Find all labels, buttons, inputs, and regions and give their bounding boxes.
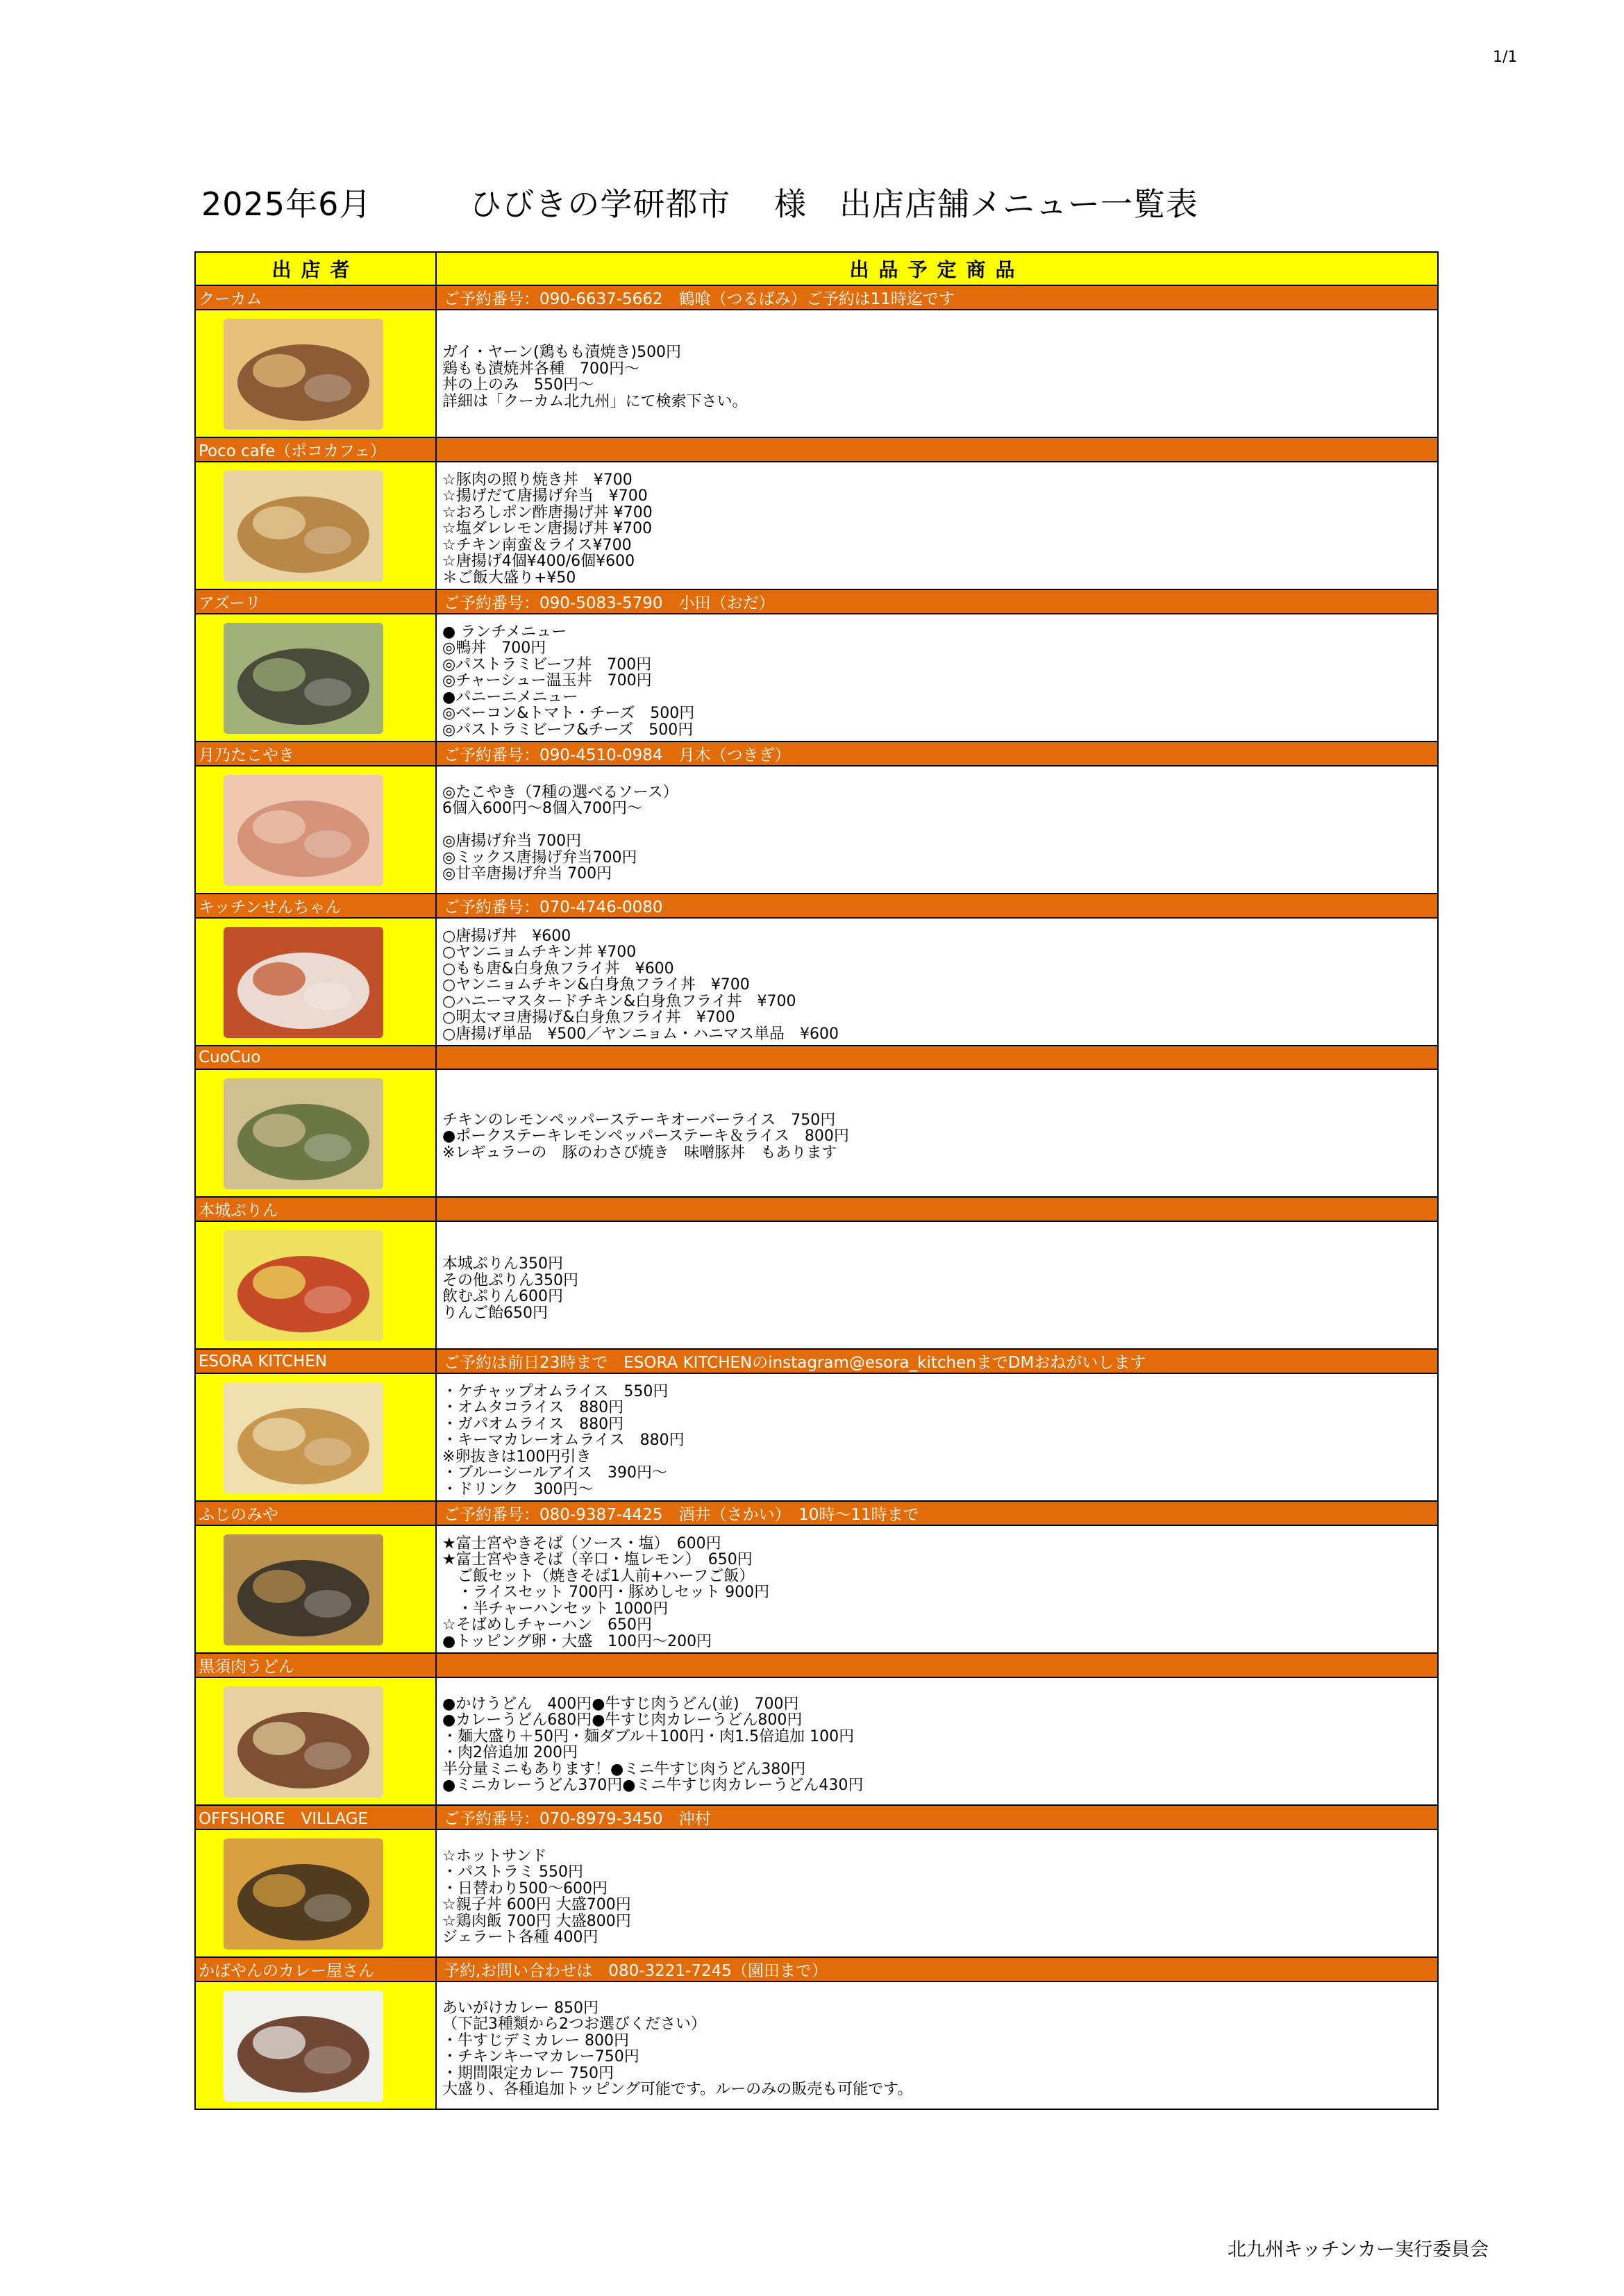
oyakodon-photo [224, 1838, 383, 1950]
takoyaki-photo [224, 775, 383, 886]
vendor-reservation [436, 1046, 1438, 1069]
vendor-photo-cell [195, 1221, 436, 1349]
vendor-menu-row [195, 462, 1438, 589]
pudding-poster-photo [224, 1230, 383, 1341]
lunch-menu-collage-photo [224, 623, 383, 734]
yakisoba-collage-photo [224, 1534, 383, 1645]
vendor-menu-row [195, 1221, 1438, 1349]
vendor-photo-cell [195, 918, 436, 1046]
grilled-chicken-photo [224, 319, 383, 430]
vendor-menu-items: ○唐揚げ丼 ¥600 ○ヤンニョムチキン丼 ¥700 ○もも唐&白身魚フライ丼 ¥600 ○ヤンニョムチキン&白身魚フライ丼 ¥700 ○ハニーマスタードチキン&白身魚フライ丼 ¥700 ○明太マヨ唐揚げ&白身魚フライ丼 ¥700 ○唐揚げ単品 ¥500／ヤンニョム・ハニマス単品 ¥600 [436, 918, 1438, 1046]
vendor-name: 黒須肉うどん [195, 1653, 436, 1677]
vendor-name: OFFSHORE VILLAGE [195, 1805, 436, 1829]
vendor-menu-items: 本城ぷりん350円 その他ぷりん350円 飲むぷりん600円 りんご飴650円 [436, 1221, 1438, 1349]
vendor-reservation: ご予約番号：090-5083-5790 小田（おだ） [436, 589, 1438, 614]
vendor-menu-items: ◎たこやき（7種の選べるソース） 6個入600円～8個入700円～ ◎唐揚げ弁当 700円 ◎ミックス唐揚げ弁当700円 ◎甘辛唐揚げ弁当 700円 [436, 766, 1438, 894]
vendor-reservation: 予約,お問い合わせは 080-3221-7245（園田まで） [436, 1957, 1438, 1981]
page-title: 2025年6月 ひびきの学研都市 様 出店店舗メニュー一覧表 [201, 185, 1198, 223]
vendor-menu-items: ・ケチャップオムライス 550円 ・オムタコライス 880円 ・ガパオムライス 880円 ・キーマカレーオムライス 880円 ※卵抜きは100円引き ・ブルーシールアイス 390円～ ・ドリンク 300円～ [436, 1373, 1438, 1501]
vendor-menu-row [195, 310, 1438, 437]
vendor-photo-cell [195, 310, 436, 437]
vendor-photo-cell [195, 1069, 436, 1197]
vendor-menu-items: ガイ・ヤーン(鶏もも漬焼き)500円 鶏もも漬焼丼各種 700円～ 丼の上のみ 550円～ 詳細は「クーカム北九州」にて検索下さい。 [436, 310, 1438, 437]
vendor-menu-table [194, 251, 1439, 2110]
vendor-photo-cell [195, 766, 436, 894]
omurice-photo [224, 1382, 383, 1493]
vendor-name: Poco cafe（ポコカフェ） [195, 437, 436, 462]
vendor-menu-items: ☆ホットサンド ・パストラミ 550円 ・日替わり500～600円 ☆親子丼 600円 大盛700円 ☆鶏肉飯 700円 大盛800円 ジェラート各種 400円 [436, 1829, 1438, 1957]
vendor-photo-cell [195, 614, 436, 741]
vendor-menu-row [195, 1373, 1438, 1501]
vendor-photo-cell [195, 1829, 436, 1957]
vendor-photo-cell [195, 1373, 436, 1501]
vendor-name: かばやんのカレー屋さん [195, 1957, 436, 1981]
vendor-name-row [195, 1501, 1438, 1525]
vendor-reservation: ご予約番号：080-9387-4425 酒井（さかい） 10時～11時まで [436, 1501, 1438, 1525]
vendor-menu-row [195, 1677, 1438, 1805]
vendor-photo-cell [195, 462, 436, 589]
page-number: 1/1 [1493, 49, 1518, 66]
vendor-name: ふじのみや [195, 1501, 436, 1525]
vendor-name: キッチンせんちゃん [195, 894, 436, 918]
table-header-row [195, 252, 1438, 285]
bento-box-photo [224, 927, 383, 1038]
vendor-reservation: ご予約番号：090-4510-0984 月木（つきぎ） [436, 741, 1438, 766]
vendor-menu-items: チキンのレモンペッパーステーキオーバーライス 750円 ●ポークステーキレモンペッパーステーキ＆ライス 800円 ※レギュラーの 豚のわさび焼き 味噌豚丼 もあります [436, 1069, 1438, 1197]
vendor-name-row [195, 894, 1438, 918]
vendor-menu-row [195, 1829, 1438, 1957]
vendor-reservation: ご予約は前日23時まで ESORA KITCHENのinstagram@esora_kitchenまでDMおねがいします [436, 1349, 1438, 1373]
header-items: 出品予定商品 [436, 252, 1438, 285]
vendor-reservation [436, 1653, 1438, 1677]
vendor-name-row [195, 1957, 1438, 1981]
vendor-name-row [195, 741, 1438, 766]
vendor-menu-row [195, 1981, 1438, 2109]
niku-udon-photo [224, 1686, 383, 1798]
vendor-reservation [436, 1197, 1438, 1221]
vendor-name: クーカム [195, 285, 436, 310]
vendor-menu-row [195, 766, 1438, 894]
vendor-menu-row [195, 918, 1438, 1046]
vendor-menu-items: ★富士宮やきそば（ソース・塩） 600円 ★富士宮やきそば（辛口・塩レモン） 650円 ご飯セット（焼きそば1人前+ハーフご飯） ・ライスセット 700円・豚めしセット 900円 ・半チャーハンセット 1000円 ☆そばめしチャーハン 650円 ●トッピング卵・大盛 100円～200円 [436, 1525, 1438, 1653]
vendor-name: CuoCuo [195, 1046, 436, 1069]
vendor-menu-row [195, 1525, 1438, 1653]
vendor-menu-items: ☆豚肉の照り焼き丼 ¥700 ☆揚げだて唐揚げ弁当 ¥700 ☆おろしポン酢唐揚げ丼 ¥700 ☆塩ダレレモン唐揚げ丼 ¥700 ☆チキン南蛮＆ライス¥700 ☆唐揚げ4個¥400/6個¥600 ＊ご飯大盛り+¥50 [436, 462, 1438, 589]
vendor-name-row [195, 1805, 1438, 1829]
vendor-menu-items: ●かけうどん 400円●牛すじ肉うどん(並) 700円 ●カレーうどん680円●牛すじ肉カレーうどん800円 ・麺大盛り＋50円・麺ダブル＋100円・肉1.5倍追加 100円 ・肉2倍追加 200円 半分量ミニもあります！●ミニ牛すじ肉うどん380円 ●ミニカレーうどん370円●ミニ牛すじ肉カレーうどん430円 [436, 1677, 1438, 1805]
vendor-name: 月乃たこやき [195, 741, 436, 766]
vendor-name-row [195, 589, 1438, 614]
vendor-reservation: ご予約番号：070-4746-0080 [436, 894, 1438, 918]
vendor-name: アズーリ [195, 589, 436, 614]
vendor-menu-items: あいがけカレー 850円 （下記3種類から2つお選びください） ・牛すじデミカレー 800円 ・チキンキーマカレー750円 ・期間限定カレー 750円 大盛り、各種追加トッピング可能です。ルーのみの販売も可能です。 [436, 1981, 1438, 2109]
vendor-photo-cell [195, 1525, 436, 1653]
footer-organizer: 北九州キッチンカー実行委員会 [1228, 2239, 1489, 2261]
vendor-name-row [195, 1046, 1438, 1069]
vendor-name-row [195, 285, 1438, 310]
lemon-pepper-steak-photo [224, 1078, 383, 1189]
header-vendor: 出店者 [195, 252, 436, 285]
vendor-name-row [195, 1197, 1438, 1221]
vendor-name: ESORA KITCHEN [195, 1349, 436, 1373]
karaage-photo [224, 471, 383, 582]
vendor-menu-items: ● ランチメニュー ◎鴨丼 700円 ◎パストラミビーフ丼 700円 ◎チャーシュー温玉丼 700円 ●パニーニメニュー ◎ベーコン&トマト・チーズ 500円 ◎パストラミビーフ&チーズ 500円 [436, 614, 1438, 741]
vendor-name-row [195, 437, 1438, 462]
vendor-reservation: ご予約番号：070-8979-3450 沖村 [436, 1805, 1438, 1829]
vendor-name-row [195, 1653, 1438, 1677]
vendor-name-row [195, 1349, 1438, 1373]
vendor-photo-cell [195, 1981, 436, 2109]
vendor-menu-row [195, 614, 1438, 741]
vendor-menu-row [195, 1069, 1438, 1197]
vendor-reservation: ご予約番号：090-6637-5662 鶴喰（つるばみ）ご予約は11時迄です [436, 285, 1438, 310]
vendor-reservation [436, 437, 1438, 462]
curry-rice-photo [224, 1991, 383, 2102]
vendor-photo-cell [195, 1677, 436, 1805]
vendor-name: 本城ぷりん [195, 1197, 436, 1221]
